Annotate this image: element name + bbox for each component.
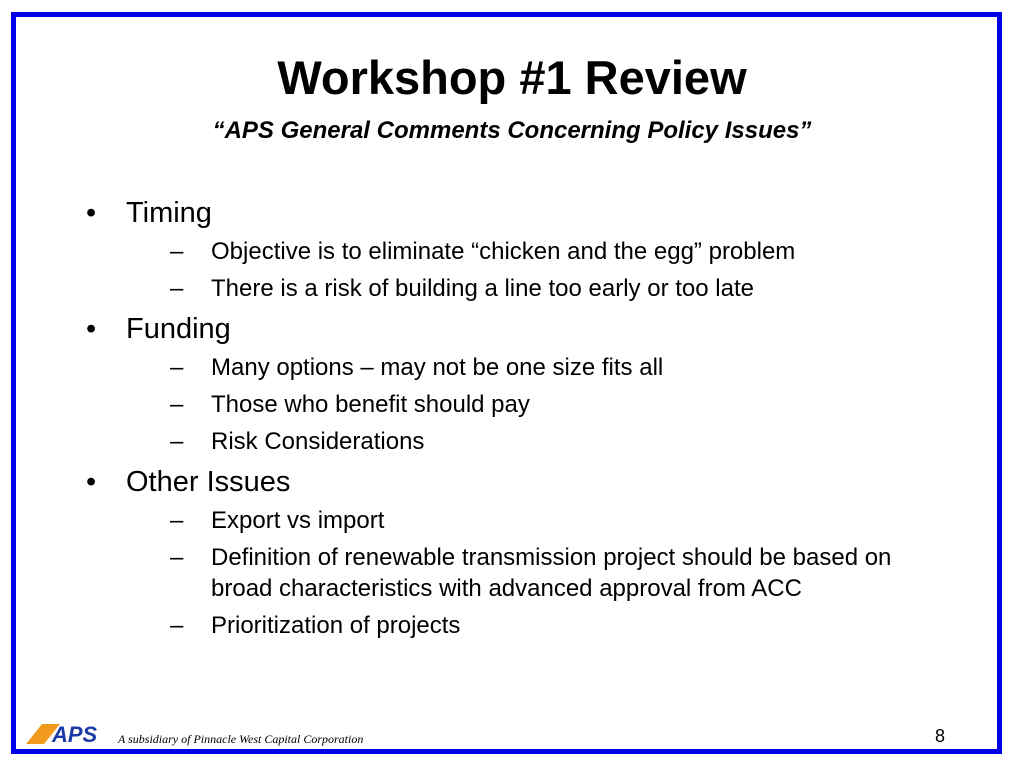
sub-bullet-text: Definition of renewable transmission project should be based on broad characteristics with advanced approval from ACC (211, 544, 892, 602)
bullet-dot-icon: • (86, 197, 97, 229)
sub-bullet-text: Risk Considerations (211, 428, 425, 455)
sub-bullet-text: Prioritization of projects (211, 612, 461, 639)
bullet-label: Other Issues (126, 466, 291, 498)
page-number: 8 (935, 726, 946, 746)
footer-tagline: A subsidiary of Pinnacle West Capital Corporation (118, 732, 364, 746)
slide-subtitle: “APS General Comments Concerning Policy Issues” (212, 117, 812, 144)
sub-bullet-item (166, 352, 956, 383)
sub-bullet-list (126, 505, 956, 641)
sub-bullet-item (166, 505, 956, 536)
sub-bullet-text: Objective is to eliminate “chicken and the egg” problem (211, 238, 796, 265)
bullet-dot-icon: • (86, 466, 97, 498)
sub-bullet-item (166, 273, 956, 304)
dash-icon: – (170, 428, 184, 455)
bullet-label: Timing (126, 197, 212, 229)
sub-bullet-item (166, 542, 956, 604)
dash-icon: – (170, 612, 184, 639)
bullet-dot-icon: • (86, 313, 97, 345)
dash-icon: – (170, 507, 184, 534)
slide-title: Workshop #1 Review (277, 51, 747, 104)
bullet-item-timing (86, 194, 956, 304)
aps-logo (26, 722, 116, 746)
sub-bullet-item (166, 610, 956, 641)
sub-bullet-text: Those who benefit should pay (211, 391, 530, 418)
sub-bullet-text: Export vs import (211, 507, 385, 534)
sub-bullet-list (126, 352, 956, 457)
bullet-item-other-issues (86, 463, 956, 641)
bullet-label: Funding (126, 313, 231, 345)
sub-bullet-item (166, 236, 956, 267)
dash-icon: – (170, 275, 184, 302)
sub-bullet-text: Many options – may not be one size fits all (211, 354, 664, 381)
logo-text: APS (52, 722, 98, 746)
sub-bullet-text: There is a risk of building a line too early or too late (211, 275, 754, 302)
dash-icon: – (170, 391, 184, 418)
sub-bullet-item (166, 426, 956, 457)
dash-icon: – (170, 354, 184, 381)
dash-icon: – (170, 544, 184, 571)
bullet-list (86, 192, 956, 647)
sub-bullet-list (126, 236, 956, 304)
bullet-item-funding (86, 310, 956, 457)
sub-bullet-item (166, 389, 956, 420)
dash-icon: – (170, 238, 184, 265)
